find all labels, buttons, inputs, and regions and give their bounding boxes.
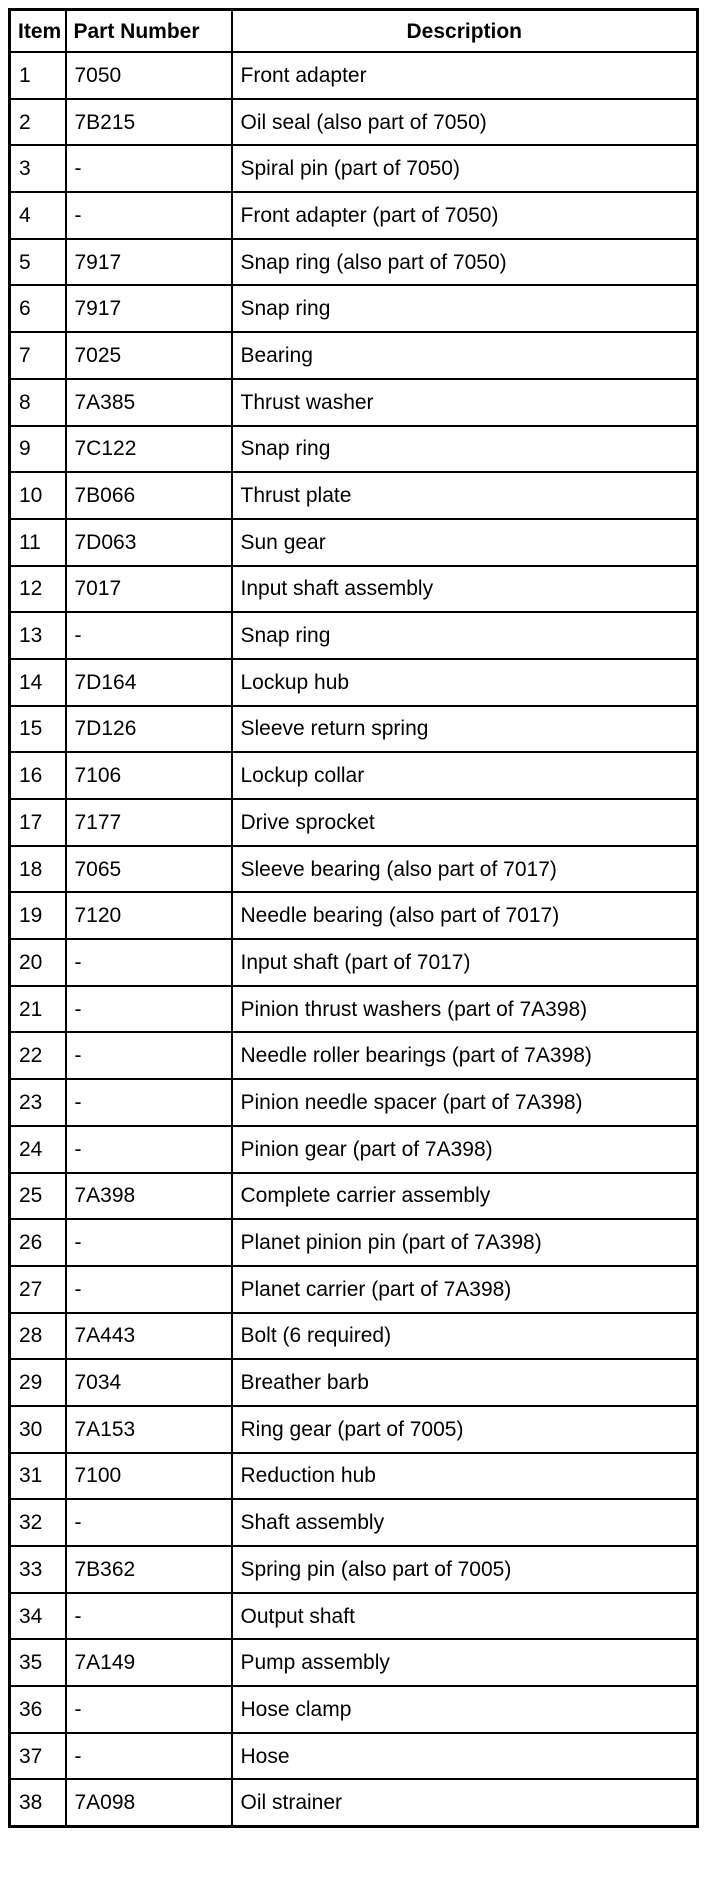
description-cell: Input shaft assembly	[232, 566, 698, 613]
part-number-cell: 7917	[66, 239, 232, 286]
header-part-number: Part Number	[66, 10, 232, 53]
item-cell: 38	[10, 1779, 66, 1826]
table-row	[10, 659, 698, 706]
description-cell: Needle bearing (also part of 7017)	[232, 892, 698, 939]
description-cell: Needle roller bearings (part of 7A398)	[232, 1032, 698, 1079]
item-cell: 21	[10, 986, 66, 1033]
item-cell: 20	[10, 939, 66, 986]
item-cell: 15	[10, 706, 66, 753]
description-cell: Spiral pin (part of 7050)	[232, 145, 698, 192]
table-row	[10, 379, 698, 426]
part-number-cell: 7050	[66, 52, 232, 99]
description-cell: Pinion needle spacer (part of 7A398)	[232, 1079, 698, 1126]
table-row	[10, 1733, 698, 1780]
item-cell: 4	[10, 192, 66, 239]
part-number-cell: 7B362	[66, 1546, 232, 1593]
description-cell: Thrust plate	[232, 472, 698, 519]
item-cell: 6	[10, 285, 66, 332]
description-cell: Hose	[232, 1733, 698, 1780]
part-number-cell: 7C122	[66, 426, 232, 473]
table-row	[10, 986, 698, 1033]
part-number-cell: -	[66, 145, 232, 192]
item-cell: 25	[10, 1173, 66, 1220]
description-cell: Thrust washer	[232, 379, 698, 426]
item-cell: 24	[10, 1126, 66, 1173]
header-item: Item	[10, 10, 66, 53]
description-cell: Snap ring	[232, 426, 698, 473]
part-number-cell: 7A149	[66, 1639, 232, 1686]
header-description: Description	[232, 10, 698, 53]
item-cell: 3	[10, 145, 66, 192]
item-cell: 19	[10, 892, 66, 939]
description-cell: Complete carrier assembly	[232, 1173, 698, 1220]
part-number-cell: -	[66, 1079, 232, 1126]
description-cell: Spring pin (also part of 7005)	[232, 1546, 698, 1593]
item-cell: 16	[10, 752, 66, 799]
item-cell: 26	[10, 1219, 66, 1266]
part-number-cell: 7A153	[66, 1406, 232, 1453]
part-number-cell: 7B066	[66, 472, 232, 519]
table-row	[10, 612, 698, 659]
table-row	[10, 1313, 698, 1360]
table-row	[10, 1499, 698, 1546]
table-row	[10, 1126, 698, 1173]
table-row	[10, 1079, 698, 1126]
table-row	[10, 892, 698, 939]
part-number-cell: -	[66, 612, 232, 659]
description-cell: Front adapter (part of 7050)	[232, 192, 698, 239]
part-number-cell: -	[66, 1126, 232, 1173]
table-row	[10, 1593, 698, 1640]
part-number-cell: 7A443	[66, 1313, 232, 1360]
part-number-cell: -	[66, 1733, 232, 1780]
description-cell: Lockup collar	[232, 752, 698, 799]
item-cell: 12	[10, 566, 66, 613]
description-cell: Pump assembly	[232, 1639, 698, 1686]
table-row	[10, 426, 698, 473]
description-cell: Snap ring (also part of 7050)	[232, 239, 698, 286]
item-cell: 9	[10, 426, 66, 473]
table-row	[10, 1546, 698, 1593]
table-header	[10, 10, 698, 53]
table-row	[10, 1686, 698, 1733]
part-number-cell: 7D164	[66, 659, 232, 706]
description-cell: Sleeve return spring	[232, 706, 698, 753]
table-row	[10, 145, 698, 192]
table-row	[10, 1359, 698, 1406]
table-row	[10, 99, 698, 146]
item-cell: 1	[10, 52, 66, 99]
parts-table	[8, 8, 699, 1828]
part-number-cell: 7A398	[66, 1173, 232, 1220]
table-row	[10, 1032, 698, 1079]
table-row	[10, 566, 698, 613]
table-row	[10, 472, 698, 519]
table-row	[10, 1406, 698, 1453]
part-number-cell: 7106	[66, 752, 232, 799]
item-cell: 5	[10, 239, 66, 286]
part-number-cell: -	[66, 192, 232, 239]
header-row	[10, 10, 698, 53]
description-cell: Breather barb	[232, 1359, 698, 1406]
part-number-cell: 7A098	[66, 1779, 232, 1826]
description-cell: Bolt (6 required)	[232, 1313, 698, 1360]
description-cell: Output shaft	[232, 1593, 698, 1640]
description-cell: Reduction hub	[232, 1453, 698, 1500]
description-cell: Pinion gear (part of 7A398)	[232, 1126, 698, 1173]
item-cell: 36	[10, 1686, 66, 1733]
part-number-cell: 7100	[66, 1453, 232, 1500]
table-row	[10, 939, 698, 986]
part-number-cell: 7A385	[66, 379, 232, 426]
item-cell: 10	[10, 472, 66, 519]
item-cell: 31	[10, 1453, 66, 1500]
table-row	[10, 1639, 698, 1686]
item-cell: 22	[10, 1032, 66, 1079]
part-number-cell: 7034	[66, 1359, 232, 1406]
table-row	[10, 239, 698, 286]
part-number-cell: -	[66, 1499, 232, 1546]
description-cell: Input shaft (part of 7017)	[232, 939, 698, 986]
description-cell: Front adapter	[232, 52, 698, 99]
description-cell: Sleeve bearing (also part of 7017)	[232, 846, 698, 893]
table-row	[10, 192, 698, 239]
part-number-cell: 7120	[66, 892, 232, 939]
description-cell: Drive sprocket	[232, 799, 698, 846]
parts-table-container	[8, 8, 699, 1828]
description-cell: Planet pinion pin (part of 7A398)	[232, 1219, 698, 1266]
item-cell: 29	[10, 1359, 66, 1406]
part-number-cell: -	[66, 986, 232, 1033]
part-number-cell: 7177	[66, 799, 232, 846]
part-number-cell: -	[66, 1686, 232, 1733]
item-cell: 23	[10, 1079, 66, 1126]
table-row	[10, 1453, 698, 1500]
part-number-cell: -	[66, 939, 232, 986]
table-row	[10, 1266, 698, 1313]
description-cell: Snap ring	[232, 612, 698, 659]
item-cell: 30	[10, 1406, 66, 1453]
table-row	[10, 846, 698, 893]
description-cell: Bearing	[232, 332, 698, 379]
part-number-cell: 7065	[66, 846, 232, 893]
table-row	[10, 799, 698, 846]
table-row	[10, 1173, 698, 1220]
part-number-cell: -	[66, 1593, 232, 1640]
description-cell: Oil seal (also part of 7050)	[232, 99, 698, 146]
item-cell: 27	[10, 1266, 66, 1313]
table-row	[10, 1779, 698, 1826]
table-row	[10, 752, 698, 799]
item-cell: 28	[10, 1313, 66, 1360]
description-cell: Snap ring	[232, 285, 698, 332]
item-cell: 18	[10, 846, 66, 893]
item-cell: 11	[10, 519, 66, 566]
item-cell: 33	[10, 1546, 66, 1593]
part-number-cell: 7B215	[66, 99, 232, 146]
part-number-cell: 7D126	[66, 706, 232, 753]
part-number-cell: 7917	[66, 285, 232, 332]
part-number-cell: 7017	[66, 566, 232, 613]
part-number-cell: -	[66, 1266, 232, 1313]
description-cell: Planet carrier (part of 7A398)	[232, 1266, 698, 1313]
table-row	[10, 706, 698, 753]
description-cell: Oil strainer	[232, 1779, 698, 1826]
item-cell: 37	[10, 1733, 66, 1780]
table-body	[10, 52, 698, 1827]
description-cell: Shaft assembly	[232, 1499, 698, 1546]
table-row	[10, 1219, 698, 1266]
item-cell: 2	[10, 99, 66, 146]
description-cell: Ring gear (part of 7005)	[232, 1406, 698, 1453]
item-cell: 14	[10, 659, 66, 706]
item-cell: 34	[10, 1593, 66, 1640]
table-row	[10, 332, 698, 379]
item-cell: 7	[10, 332, 66, 379]
description-cell: Hose clamp	[232, 1686, 698, 1733]
description-cell: Sun gear	[232, 519, 698, 566]
table-row	[10, 285, 698, 332]
item-cell: 8	[10, 379, 66, 426]
item-cell: 13	[10, 612, 66, 659]
item-cell: 32	[10, 1499, 66, 1546]
part-number-cell: -	[66, 1032, 232, 1079]
description-cell: Lockup hub	[232, 659, 698, 706]
table-row	[10, 519, 698, 566]
part-number-cell: 7025	[66, 332, 232, 379]
item-cell: 17	[10, 799, 66, 846]
description-cell: Pinion thrust washers (part of 7A398)	[232, 986, 698, 1033]
part-number-cell: 7D063	[66, 519, 232, 566]
part-number-cell: -	[66, 1219, 232, 1266]
item-cell: 35	[10, 1639, 66, 1686]
table-row	[10, 52, 698, 99]
